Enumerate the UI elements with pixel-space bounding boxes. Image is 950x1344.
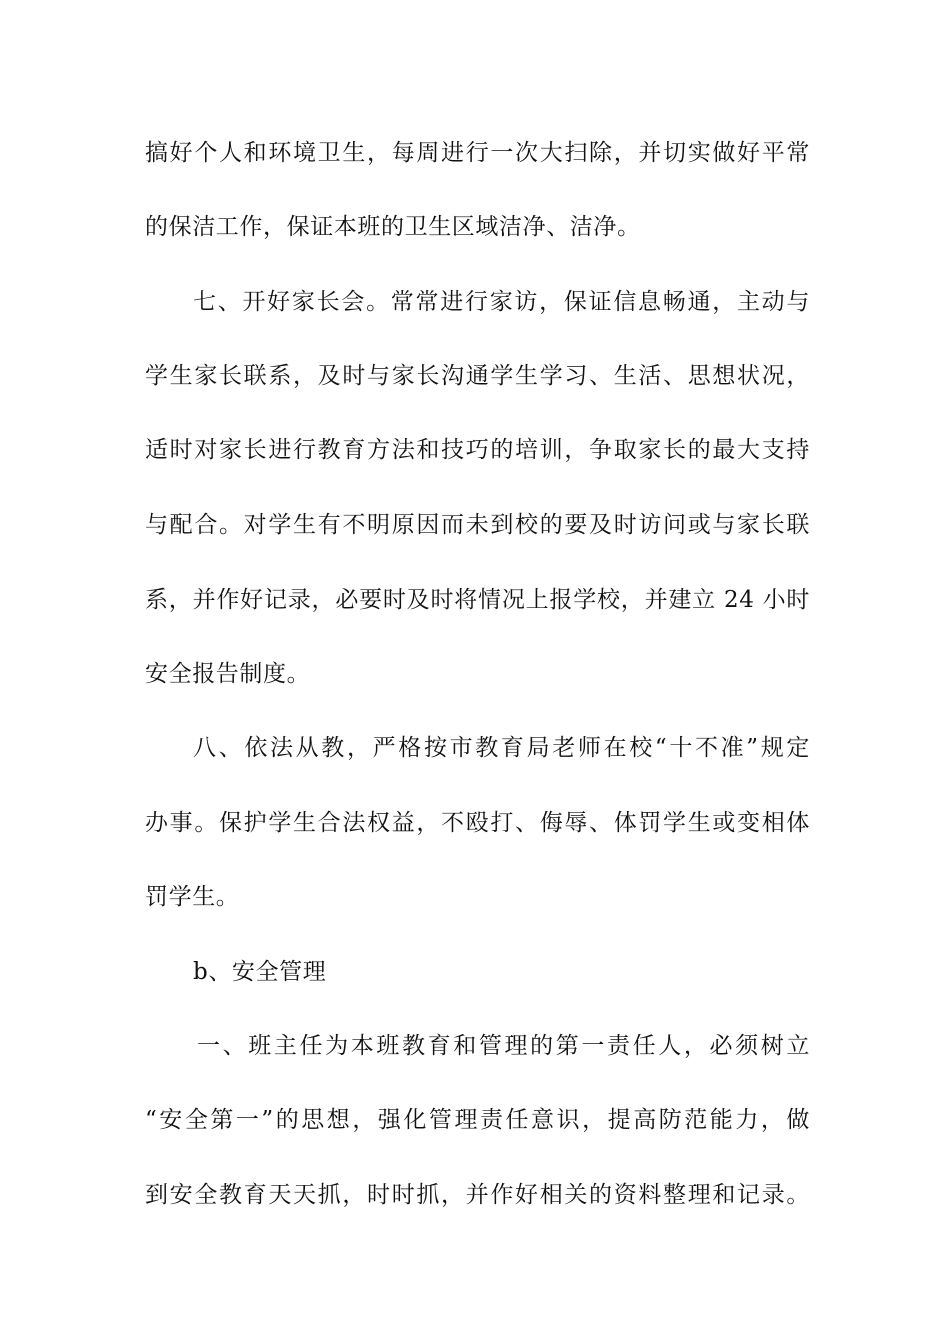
paragraph-line: 学生家长联系，及时与家长沟通学生学习、生活、思想状况， <box>145 363 810 389</box>
paragraph-line: 搞好个人和环境卫生，每周进行一次大扫除，并切实做好平常 <box>145 140 810 166</box>
paragraph-line: 适时对家长进行教育方法和技巧的培训，争取家长的最大支持 <box>145 437 810 463</box>
paragraph-line: 罚学生。 <box>145 884 240 910</box>
section-heading-b: b、安全管理 <box>193 959 327 985</box>
paragraph-line: “安全第一”的思想，强化管理责任意识，提高防范能力，做 <box>145 1107 810 1133</box>
paragraph-line: 与配合。对学生有不明原因而未到校的要及时访问或与家长联 <box>145 512 810 538</box>
section-heading-seven: 七、开好家长会。常常进行家访，保证信息畅通，主动与 <box>193 289 810 315</box>
paragraph-line: 安全报告制度。 <box>145 661 311 687</box>
paragraph-line: 系，并作好记录，必要时及时将情况上报学校，并建立 24 小时 <box>145 587 810 613</box>
paragraph-line: 到安全教育天天抓，时时抓，并作好相关的资料整理和记录。 <box>145 1182 810 1208</box>
paragraph-line: 的保洁工作，保证本班的卫生区域洁净、洁净。 <box>145 214 641 240</box>
section-heading-one: 一、班主任为本班教育和管理的第一责任人，必须树立 <box>197 1033 810 1059</box>
paragraph-line: 办事。保护学生合法权益，不殴打、侮辱、体罚学生或变相体 <box>145 810 810 836</box>
section-heading-eight: 八、依法从教，严格按市教育局老师在校“十不准”规定 <box>193 735 810 761</box>
